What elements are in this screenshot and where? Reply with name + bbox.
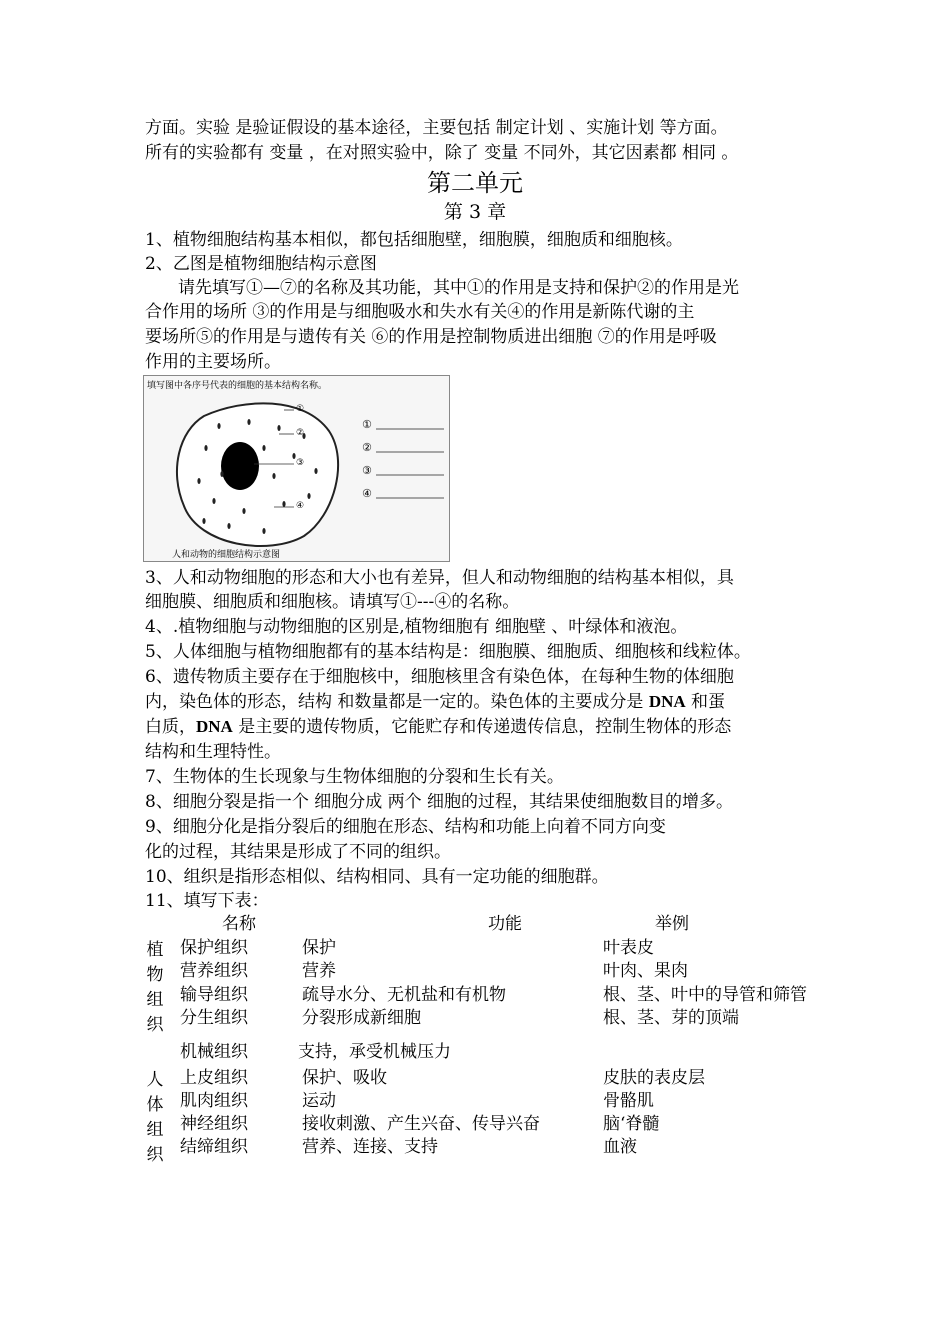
answer-blanks xyxy=(376,429,444,498)
blank-label-3: ③ xyxy=(362,464,372,477)
table-cell-function: 支持，承受机械压力 xyxy=(298,1042,451,1062)
dna-term: DNA xyxy=(648,692,686,711)
table-cell-name: 神经组织 xyxy=(180,1114,248,1134)
q2-line-2: 请先填写①—⑦的名称及其功能，其中①的作用是支持和保护②的作用是光 xyxy=(178,278,739,298)
table-header-name: 名称 xyxy=(222,914,256,934)
table-cell-name: 分生组织 xyxy=(180,1008,248,1028)
table-cell-example: 皮肤的表皮层 xyxy=(603,1068,705,1088)
dna-term: DNA xyxy=(196,717,233,736)
table-cell-example: 根、茎、芽的顶端 xyxy=(603,1008,739,1028)
table-cell-function: 保护、吸收 xyxy=(302,1068,387,1088)
q10-text: 10、组织是指形态相似、结构相同、具有一定功能的细胞群。 xyxy=(145,867,609,887)
table-cell-function: 疏导水分、无机盐和有机物 xyxy=(302,985,506,1005)
cell-nucleus xyxy=(221,442,259,490)
intro-line-1: 方面。实验 是验证假设的基本途径，主要包括 制定计划 、实施计划 等方面。 xyxy=(145,118,728,138)
table-cell-example: 叶表皮 xyxy=(603,938,654,958)
table-header-function: 功能 xyxy=(488,914,522,934)
table-cell-name: 机械组织 xyxy=(180,1042,248,1062)
blank-label-4: ④ xyxy=(362,487,372,500)
figure-caption: 人和动物的细胞结构示意图 xyxy=(172,550,281,560)
blank-label-2: ② xyxy=(362,441,372,454)
intro-line-2: 所有的实验都有 变量 ，在对照实验中，除了 变量 不同外，其它因素都 相同 。 xyxy=(145,143,739,163)
q3-line-1: 3、人和动物细胞的形态和大小也有差异，但人和动物细胞的结构基本相似，具 xyxy=(145,568,734,588)
table-cell-function: 保护 xyxy=(302,938,336,958)
table-cell-example: 根、茎、叶中的导管和筛管 xyxy=(603,985,807,1005)
q9-line-1: 9、细胞分化是指分裂后的细胞在形态、结构和功能上向着不同方向变 xyxy=(145,817,666,837)
q5-text: 5、人体细胞与植物细胞都有的基本结构是：细胞膜、细胞质、细胞核和线粒体。 xyxy=(145,642,751,662)
table-cell-name: 上皮组织 xyxy=(180,1068,248,1088)
callout-label-2: ② xyxy=(296,428,305,438)
q2-line-1: 2、乙图是植物细胞结构示意图 xyxy=(145,254,377,274)
q6-line-4: 结构和生理特性。 xyxy=(145,742,281,762)
q9-line-2: 化的过程，其结果是形成了不同的组织。 xyxy=(145,842,451,862)
table-cell-name: 营养组织 xyxy=(180,961,248,981)
q4-text: 4、.植物细胞与动物细胞的区别是,植物细胞有 细胞壁 、叶绿体和液泡。 xyxy=(145,617,688,637)
plant-tissue-label: 植物组织 xyxy=(146,940,164,1035)
q2-line-4: 要场所⑤的作用是与遗传有关 ⑥的作用是控制物质进出细胞 ⑦的作用是呼吸 xyxy=(145,327,717,347)
table-cell-example: 叶肉、果肉 xyxy=(603,961,688,981)
q7-text: 7、生物体的生长现象与生物体细胞的分裂和生长有关。 xyxy=(145,767,564,787)
cell-diagram-figure xyxy=(143,375,450,562)
blank-label-1: ① xyxy=(362,418,372,431)
callout-label-3: ③ xyxy=(296,458,305,468)
table-cell-example: 脑‘脊髓 xyxy=(603,1114,660,1134)
chapter-title: 第 3 章 xyxy=(443,201,507,223)
q3-line-2: 细胞膜、细胞质和细胞核。请填写①---④的名称。 xyxy=(145,592,520,612)
table-cell-function: 分裂形成新细胞 xyxy=(302,1008,421,1028)
table-cell-function: 营养 xyxy=(302,961,336,981)
table-cell-function: 营养、连接、支持 xyxy=(302,1137,438,1157)
q8-text: 8、细胞分裂是指一个 细胞分成 两个 细胞的过程，其结果使细胞数目的增多。 xyxy=(145,792,734,812)
callout-label-1: ① xyxy=(296,404,305,414)
q6-line-1: 6、遗传物质主要存在于细胞核中，细胞核里含有染色体，在每种生物的体细胞 xyxy=(145,667,734,687)
table-cell-name: 结缔组织 xyxy=(180,1137,248,1157)
unit-title: 第二单元 xyxy=(427,169,523,197)
q2-line-3: 合作用的场所 ③的作用是与细胞吸水和失水有关④的作用是新陈代谢的主 xyxy=(145,302,695,322)
callout-label-4: ④ xyxy=(296,501,305,511)
figure-header: 填写图中各序号代表的细胞的基本结构名称。 xyxy=(147,381,328,391)
table-cell-example: 血液 xyxy=(603,1137,637,1157)
table-cell-example: 骨骼肌 xyxy=(603,1091,654,1111)
table-cell-name: 肌肉组织 xyxy=(180,1091,248,1111)
q11-text: 11、填写下表： xyxy=(145,891,269,911)
table-cell-function: 接收刺激、产生兴奋、传导兴奋 xyxy=(302,1114,540,1134)
table-cell-name: 输导组织 xyxy=(180,985,248,1005)
table-cell-function: 运动 xyxy=(302,1091,336,1111)
q1-text: 1、植物细胞结构基本相似，都包括细胞壁，细胞膜，细胞质和细胞核。 xyxy=(145,230,683,250)
table-cell-name: 保护组织 xyxy=(180,938,248,958)
table-header-example: 举例 xyxy=(655,914,689,934)
q6-line-3: 白质，DNA 是主要的遗传物质，它能贮存和传递遗传信息，控制生物体的形态 xyxy=(145,717,732,737)
q2-line-5: 作用的主要场所。 xyxy=(145,352,281,372)
q6-line-2: 内，染色体的形态，结构 和数量都是一定的。染色体的主要成分是 DNA 和蛋 xyxy=(145,692,726,712)
human-tissue-label: 人体组织 xyxy=(146,1070,164,1165)
